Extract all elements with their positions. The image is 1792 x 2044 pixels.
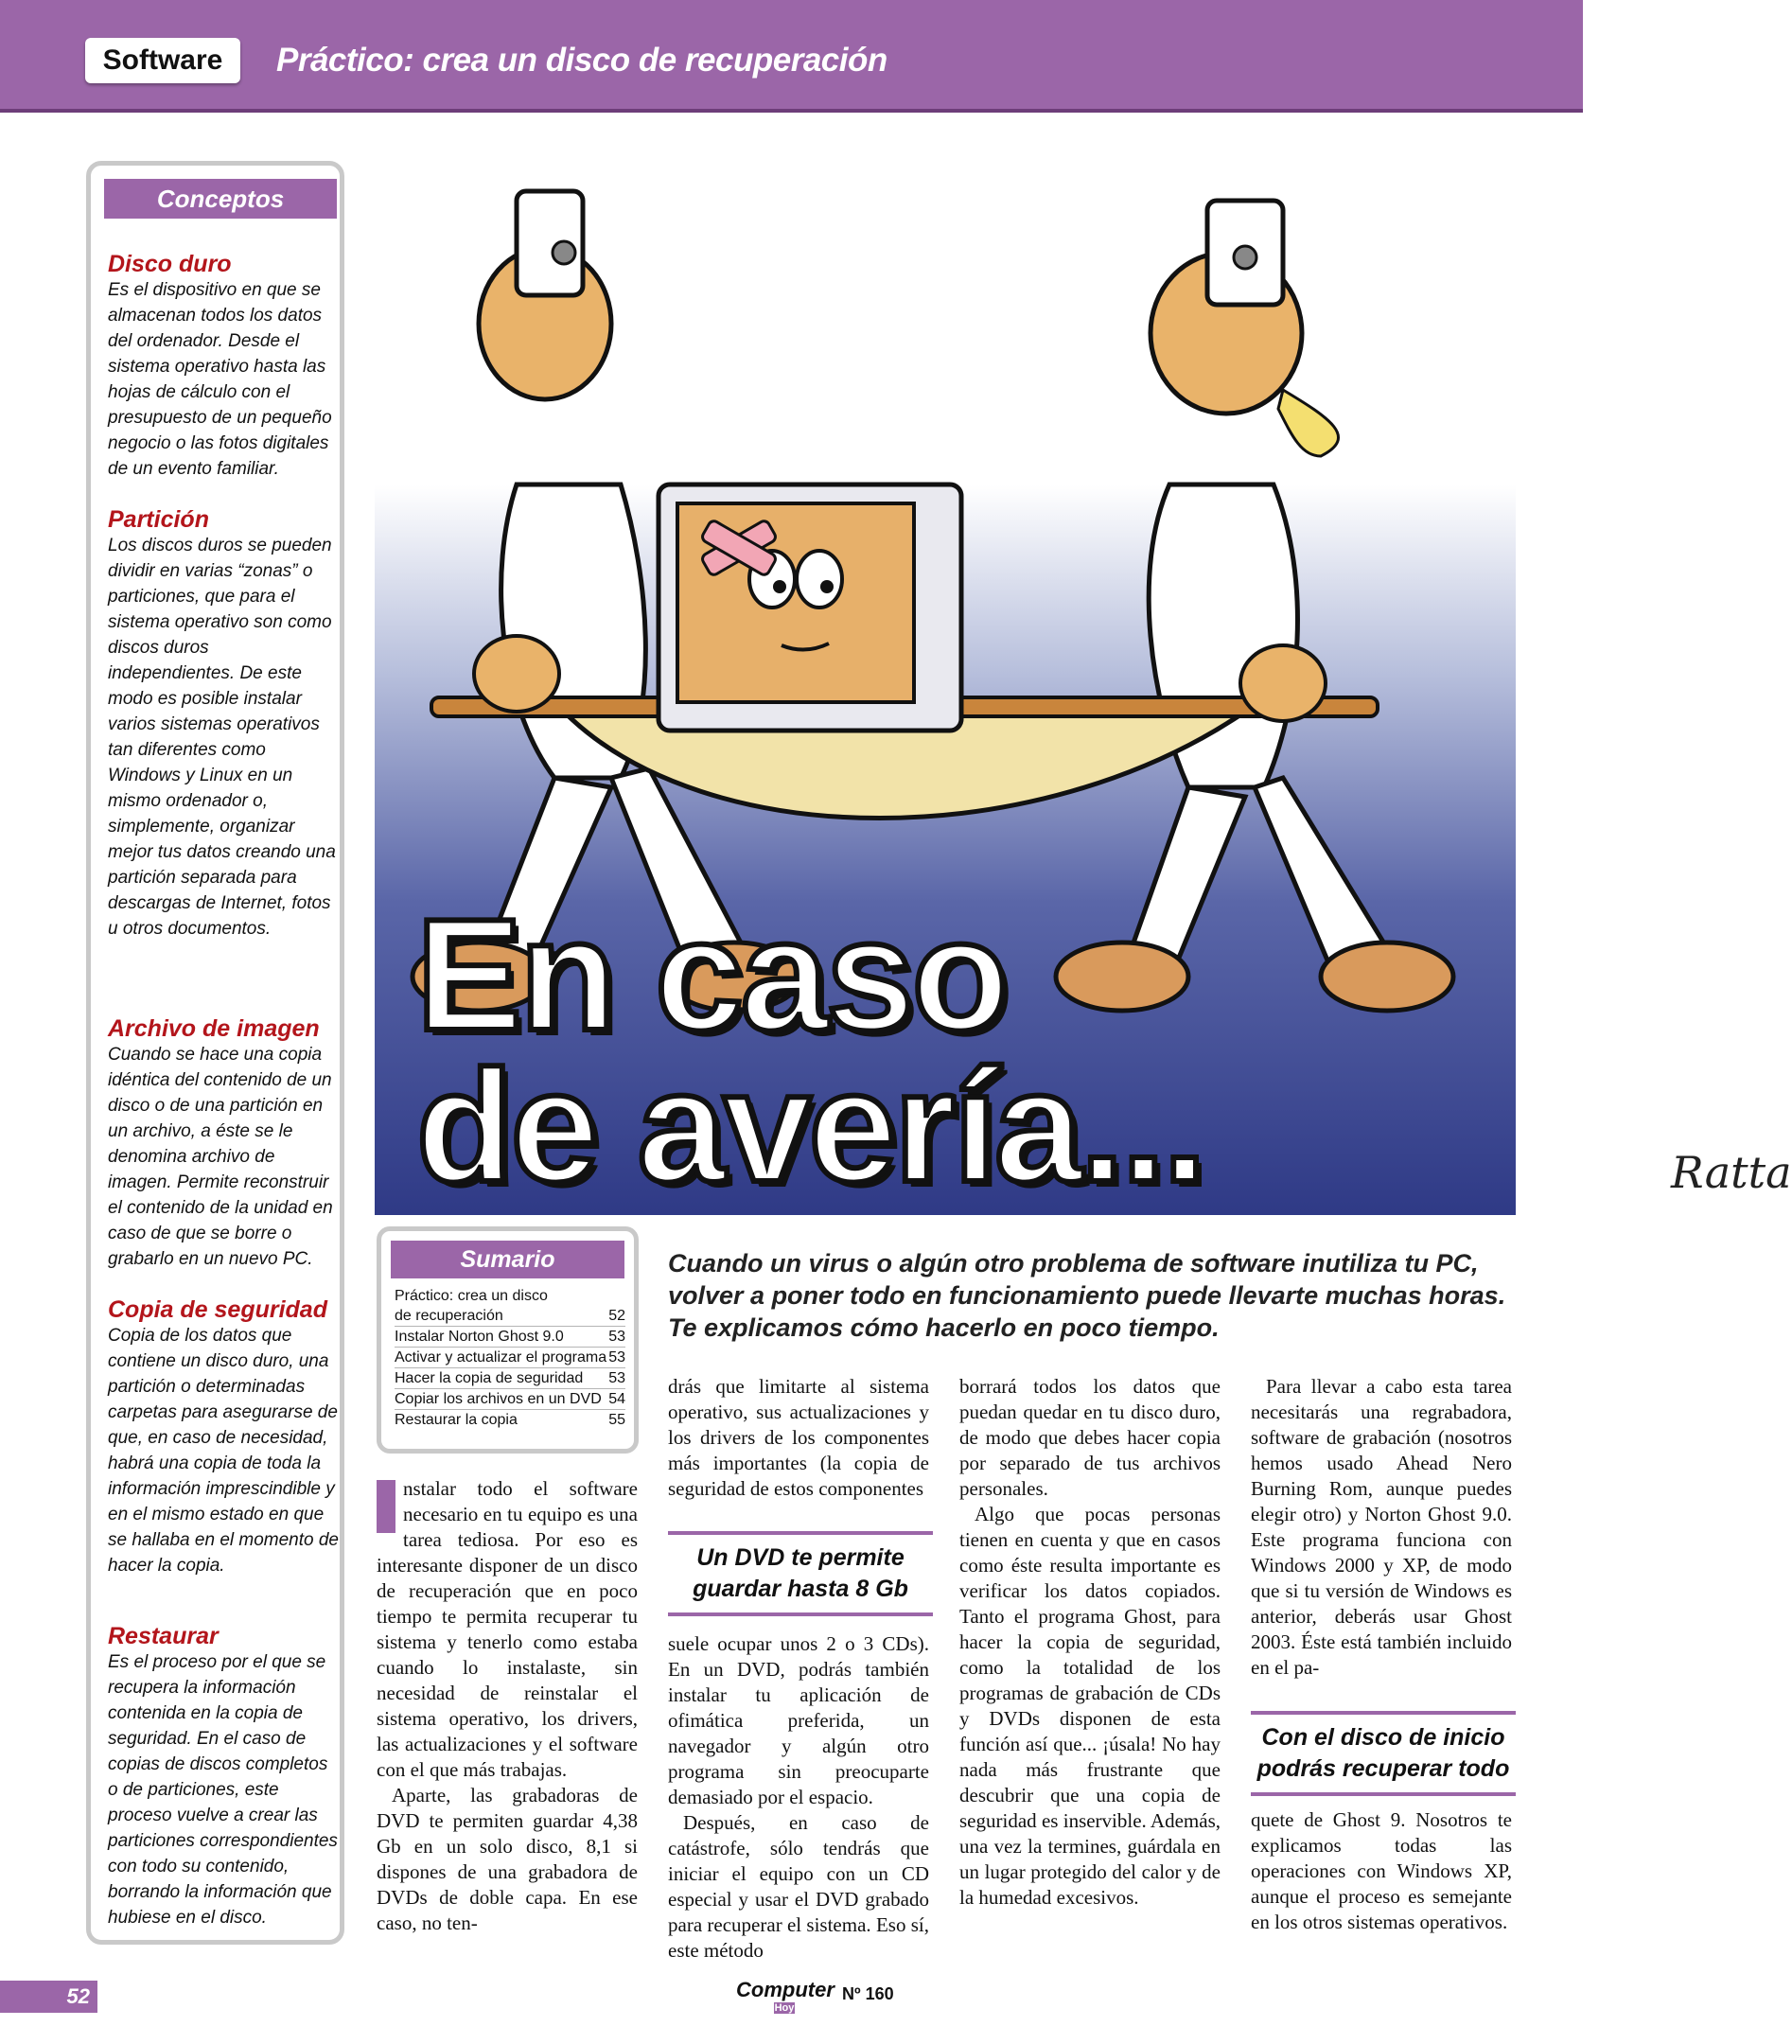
sumario-entry: Copiar los archivos en un DVD 54 [395, 1389, 625, 1410]
sumario-entry: Restaurar la copia 55 [395, 1412, 625, 1428]
sumario-heading: Sumario [391, 1241, 624, 1278]
concept-text: Cuando se hace una copia idéntica del contenido de un disco o de una partición en un archivo, a éste se le denomina archivo de imagen. Permite reconstruir el contenido de la unidad en caso de que se borre o grabarlo en un nuevo PC. [108, 1045, 333, 1269]
sumario-entry: Activar y actualizar el programa 53 [395, 1348, 625, 1368]
header-bar [0, 0, 1583, 113]
concept-particion [108, 506, 340, 942]
page-number: 52 [0, 1981, 97, 2013]
concepts-heading: Conceptos [104, 179, 337, 219]
body-column-2-continued [668, 1631, 929, 1964]
body-column-4-continued [1251, 1807, 1512, 1935]
concept-text: Es el proceso por el que se recupera la información contenida en la copia de seguridad. En el caso de copias de discos completos o de particiones, este proceso vuelve a crear las particiones correspondientes con todo su contenido, borrando la información que hubiese en el disco. [108, 1652, 338, 1928]
sumario-entry: de recuperación 52 [395, 1306, 625, 1327]
body-paragraph: Aparte, las grabadoras de DVD te permiten guardar 4,38 Gb en un solo disco, 8,1 si dispones de una grabadora de DVDs de doble capa. En ese caso, no ten- [377, 1784, 638, 1934]
concept-restaurar [108, 1623, 340, 1930]
page-title: Práctico: crea un disco de recuperación [276, 42, 887, 79]
body-paragraph: Algo que pocas personas tienen en cuenta y que en casos como éste resulta importante es verificar los datos copiados. Tanto el programa Ghost, para hacer la copia de seguridad, como la totalidad de los programas de grabación de CDs y DVDs disponen de esta función así que... ¡úsala! No hay nada más frustrante que descubrir que una copia de seguridad es inservible. Además, una vez la termines, guárdala en un lugar protegido del calor y de la humedad excesivos. [959, 1503, 1221, 1909]
magazine-sub: Hoy [774, 2002, 795, 2014]
body-paragraph: quete de Ghost 9. Nosotros te explicamos todas las operaciones con Windows XP, aunque el proceso es semejante en los otros sistemas operativos. [1251, 1808, 1512, 1933]
headline-line-1: En caso [416, 886, 1007, 1064]
concept-term: Copia de seguridad [108, 1296, 327, 1323]
lead-paragraph: Cuando un virus o algún otro problema de software inutiliza tu PC, volver a poner todo en funcionamiento puede llevarte muchas horas. Te explicamos cómo hacerlo en poco tiempo. [668, 1249, 1506, 1342]
sumario-box [377, 1226, 639, 1454]
drop-cap [377, 1480, 395, 1533]
concept-text: Es el dispositivo en que se almacenan todos los datos del ordenador. Desde el sistema operativo hasta las hojas de cálculo con el presupuesto de un pequeño negocio o las fotos digitales de un evento familiar. [108, 280, 332, 479]
magazine-name: Computer [736, 1978, 835, 2001]
body-paragraph: Después, en caso de catástrofe, sólo tendrás que iniciar el equipo con un CD especial y usar el DVD grabado para recuperar el sistema. Eso sí, este método [668, 1811, 929, 1962]
artist-signature: Ratta [1671, 1147, 1792, 1198]
section-tag: Software [85, 38, 240, 83]
sumario-list [395, 1286, 625, 1430]
concept-archivo-imagen [108, 1015, 340, 1272]
pull-quote: Un DVD te permite guardar hasta 8 Gb [668, 1531, 933, 1616]
body-column-4 [1251, 1374, 1512, 1681]
concept-term: Disco duro [108, 251, 232, 277]
sumario-entry: Hacer la copia de seguridad 53 [395, 1368, 625, 1389]
magazine-logo [736, 1978, 835, 2014]
body-paragraph: nstalar todo el software necesario en tu equipo es una tarea tediosa. Por eso es interesante disponer de un disco de recuperación que en poco tiempo te permita recuperar tu sistema y tenerlo como estaba cuando lo instalaste, sin necesidad de reinstalar el sistema operativo, los drivers, las actualizaciones y el software con el que más trabajas. [377, 1477, 638, 1781]
headline [416, 886, 1204, 1215]
body-paragraph: borrará todos los datos que puedan quedar en tu disco duro, de modo que debes hacer copia por separado de tus archivos personales. [959, 1375, 1221, 1500]
body-paragraph: drás que limitarte al sistema operativo, sus actualizaciones y los drivers de los componentes más importantes (la copia de seguridad de estos componentes [668, 1375, 929, 1500]
concept-term: Partición [108, 506, 209, 533]
concepts-sidebar [86, 161, 344, 1945]
concept-term: Restaurar [108, 1623, 219, 1649]
concept-text: Los discos duros se pueden dividir en varias “zonas” o particiones, que para el sistema operativo son como discos duros independientes. De este modo es posible instalar varios sistemas operativos tan diferentes como Windows y Linux en un mismo ordenador o, simplemente, organizar mejor tus datos creando una partición separada para descargas de Internet, fotos u otros documentos. [108, 536, 336, 939]
sumario-entry: Instalar Norton Ghost 9.0 53 [395, 1327, 625, 1348]
pull-quote: Con el disco de inicio podrás recuperar todo [1251, 1711, 1516, 1796]
body-column-3 [959, 1374, 1221, 1911]
body-column-1 [377, 1476, 638, 1936]
headline-line-2: de avería... [416, 1037, 1204, 1215]
issue-number: Nº 160 [842, 1984, 894, 2003]
body-paragraph: suele ocupar unos 2 o 3 CDs). En un DVD, podrás también instalar tu aplicación de ofimática preferida, un navegador y algún otro programa sin preocuparte demasiado por el espacio. [668, 1632, 929, 1808]
body-column-2 [668, 1374, 929, 1502]
concept-disco-duro [108, 251, 340, 482]
concept-copia-seguridad [108, 1296, 340, 1578]
concept-term: Archivo de imagen [108, 1015, 320, 1042]
concept-text: Copia de los datos que contiene un disco duro, una partición o determinadas carpetas para asegurarse de que, en caso de necesidad, habrá una copia de toda la información imprescindible y en el mismo estado en que se hallaba en el momento de hacer la copia. [108, 1326, 339, 1576]
body-paragraph: Para llevar a cabo esta tarea necesitarás una regrabadora, software de grabación (nosotros hemos usado Ahead Nero Burning Rom, aunque puedes elegir otro) y Norton Ghost 9.0. Este programa funciona con Windows 2000 y XP, de modo que si tu versión de Windows es anterior, deberás usar Ghost 2003. Éste está también incluido en el pa- [1251, 1375, 1512, 1679]
sumario-entry: Práctico: crea un disco [395, 1288, 548, 1304]
